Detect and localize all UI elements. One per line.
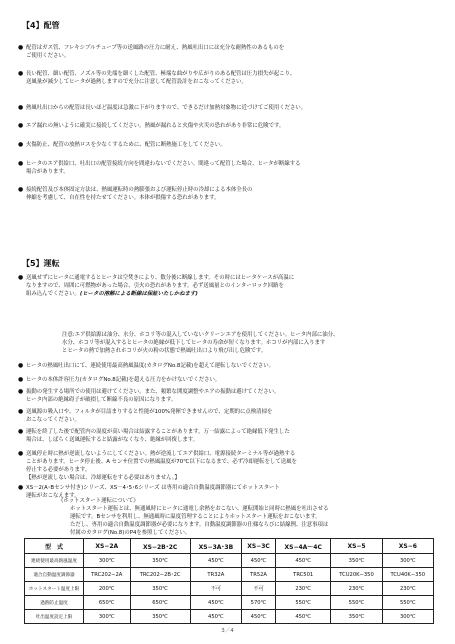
list-item-line: 運転を終了した後で配管内の湿度が高い場合は結露することがあります。万一結露によって絶縁低下発生した — [26, 429, 290, 435]
table-cell: 550℃ — [382, 596, 433, 610]
section-title-operation: 【5】運転 — [22, 259, 60, 268]
list-item — [18, 160, 431, 176]
table-header-cell: XS−2B･2C — [130, 539, 190, 554]
bullet-icon: ● — [18, 408, 24, 415]
list-item-line: 伸縮を考慮して、自在性を持たせてください。本体が損傷する恐れがあります。 — [26, 195, 220, 201]
list-item — [18, 428, 431, 444]
table-cell: 450℃ — [276, 554, 331, 568]
bullet-icon: ● — [18, 141, 24, 148]
table-cell: 230℃ — [276, 582, 331, 596]
table-cell: 350℃ — [331, 610, 382, 624]
list-item — [18, 141, 431, 149]
table-cell: 230℃ — [382, 582, 433, 596]
list-item — [18, 388, 431, 404]
bullet-icon: ● — [18, 160, 24, 167]
table-cell: TRC202−2A — [84, 568, 131, 582]
table-cell: 350℃ — [130, 582, 190, 596]
table-body — [25, 554, 434, 624]
list-item-line: ヒータ内部の絶縁碍子が破損して断線不良の原因になります。 — [26, 397, 177, 403]
list-item-line: ことがあります。ヒータ停止後、A センサ位置での熱風温度が70℃以下になるまで、必ず冷却運転をして送風を — [26, 459, 297, 465]
list-item — [18, 186, 431, 202]
list-item-line: 火傷防止、配管の放熱ロスを少なくするために、配管に断熱施工をしてください。 — [26, 142, 226, 148]
table-row — [25, 554, 434, 568]
list-item — [18, 122, 431, 130]
bullet-icon: ● — [18, 376, 24, 383]
list-item-line: 停止する必要があります。 — [26, 467, 91, 473]
hotstart-line: ただし、専用の適合自動温度調節器が必要になります。自動温度調節器の仕様ならびに結線例、注意事項は — [70, 522, 329, 528]
list-item — [18, 408, 431, 424]
bullet-icon: ● — [18, 484, 24, 491]
table-cell: 300℃ — [382, 554, 433, 568]
table-row — [25, 582, 434, 596]
warning-note: (ヒータの溶解による断線は保証いたしかねます) — [79, 291, 198, 297]
hotstart-line: 付属のカタログ(No.8)のP4を参照してください。 — [70, 530, 191, 536]
bullet-icon: ● — [18, 388, 24, 395]
table-cell: 650℃ — [130, 596, 190, 610]
bullet-icon: ● — [18, 70, 24, 77]
table-cell: 不可 — [242, 582, 276, 596]
table-cell: 450℃ — [190, 554, 241, 568]
table-cell: 450℃ — [190, 596, 241, 610]
table-cell: 450℃ — [242, 554, 276, 568]
table-header-cell: XS−3A･3B — [190, 539, 241, 554]
list-item-line: 送風量が減少してヒータが過熱しますので充分に注意して配管設計をおこなってください。 — [26, 79, 247, 85]
table-row-label: 適合自動温度調節器 — [25, 568, 84, 582]
list-item-line: 運転がおこなえます。 — [26, 493, 80, 499]
table-row-label: 過熱防止温度 — [25, 596, 84, 610]
list-item-line: ヒータの熱風吐出口にて、連続使用最高熱風温度(カタログNo.8記載)を超えて運転しないでください。 — [26, 363, 275, 369]
table-header-cell: 型 式 — [25, 539, 84, 554]
table-cell: 300℃ — [84, 554, 131, 568]
table-cell: 300℃ — [382, 610, 433, 624]
bullet-icon: ● — [18, 186, 24, 193]
table-header-cell: XS−2A — [84, 539, 131, 554]
table-cell: 300℃ — [84, 610, 131, 624]
table-cell: TR32A — [190, 568, 241, 582]
page-number: 3／4 — [221, 628, 234, 634]
list-item-line: 送風せずにヒータに通電するとヒータは空焚きにより、数分後に断線します。その時にはヒータケースが高温に — [26, 275, 295, 281]
table-cell: 350℃ — [130, 554, 190, 568]
table-cell: 450℃ — [276, 610, 331, 624]
table-cell: 不可 — [190, 582, 241, 596]
list-item — [18, 376, 431, 384]
table-row — [25, 596, 434, 610]
hotstart-line: 運転です。Bセンサを利用し、無通風時に温度管理することによりホットスタート運転をおこないます。 — [70, 514, 321, 520]
section-title-piping: 【4】配管 — [22, 21, 60, 30]
table-row-label: ホットスタート温度上限 — [25, 582, 84, 596]
table-cell: TCU20K−350 — [331, 568, 382, 582]
table-header-cell: XS−3C — [242, 539, 276, 554]
table-cell: 230℃ — [331, 582, 382, 596]
bullet-icon: ● — [18, 44, 24, 51]
table-cell: TRC202−2B･2C — [130, 568, 190, 582]
table-cell: 550℃ — [276, 596, 331, 610]
bullet-icon: ● — [18, 122, 24, 129]
table-row-label: 吐出温度設定上限 — [25, 610, 84, 624]
list-item-line: なりますので、周囲に可燃物があった場合、引火の恐れがあります。必ず送風量とのインターロック回路を — [26, 283, 284, 289]
list-item-line: 送風源の吸入口や、フィルタが目詰まりすると性能が100%発揮できませんので、定期的に点検清掃を — [26, 409, 273, 415]
table-cell: TCU40K−350 — [382, 568, 433, 582]
table-cell: 570℃ — [242, 596, 276, 610]
bullet-icon: ● — [18, 450, 24, 457]
bullet-icon: ● — [18, 362, 24, 369]
table-header-cell: XS−6 — [382, 539, 433, 554]
list-item-line: 【熱が逆流しない場合は、冷却運転をする必要はありません。】 — [26, 475, 180, 481]
supply-note — [62, 331, 434, 355]
table-row — [25, 610, 434, 624]
list-item-line: おこなってください。 — [26, 417, 80, 423]
table-cell: 450℃ — [190, 610, 241, 624]
table-cell: 350℃ — [130, 610, 190, 624]
list-item-line: 接続配管及び本体固定方法は、熱風運転時の熱膨張および運転停止時の冷却による本体全長の — [26, 187, 253, 193]
list-item — [18, 104, 431, 112]
bullet-icon: ● — [18, 104, 24, 111]
bullet-icon: ● — [18, 274, 24, 281]
table-header-cell: XS−5 — [331, 539, 382, 554]
note-line: 水分、ホコリ等が混入するとヒータの絶縁が低下してヒータの寿命が短くなります。ホコリが内部に入ります — [62, 340, 326, 346]
list-item — [18, 362, 431, 370]
list-item — [18, 274, 431, 298]
list-item-line: 熱風吐出口からの配管は長いほど温度は急激に下がりますので、できるだけ加熱対象物に近づけてご使用ください。 — [26, 105, 307, 111]
list-item-line: 場合があります。 — [26, 169, 69, 175]
table-header-cell: XS−4A〜4C — [276, 539, 331, 554]
list-item-line: ヒータの本体許容圧力(カタログNo.8記載)を超える圧力をかけないでください。 — [26, 377, 221, 383]
bullet-icon: ● — [18, 428, 24, 435]
list-item-line: 長い配管、細い配管、ノズル等の先端を細くした配管、極端な曲がりや広がりのある配管は圧力損失が起こり、 — [26, 71, 296, 77]
table-cell: 550℃ — [331, 596, 382, 610]
table-row-label: 連続使用最高熱風温度 — [25, 554, 84, 568]
list-item-line: ヒータのエア供給口、吐出口の配管接続方向を間違わないでください。間違って配管した場合、ヒータが断線する — [26, 161, 301, 167]
note-line: 注意:エア供給源は油分、水分、ホコリ等の混入していないクリーンエアを使用してください。ヒータ内部に油分、 — [62, 332, 339, 338]
hotstart-text — [70, 505, 434, 537]
table-cell: 450℃ — [242, 610, 276, 624]
table-cell: TR52A — [242, 568, 276, 582]
list-item — [18, 450, 431, 482]
list-item-line: ご使用ください。 — [26, 53, 70, 59]
list-item-line: エア漏れの無いように確実に接続してください。熱風が漏れると火傷や火災の恐れがあり非常に危険です。 — [26, 123, 285, 129]
list-item-line: 送風停止時に熱が逆流しないようにしてください。熱が逆流してエア供給口、電源接続ターミナル等が過熱する — [26, 451, 296, 457]
spec-table — [24, 538, 434, 624]
table-header-row — [25, 539, 434, 554]
note-line: とヒータの熱で加熱されホコリが火の粉の状態で熱風吐出口より飛び出し危険です。 — [62, 348, 267, 354]
table-cell: 350℃ — [331, 554, 382, 568]
table-cell: 650℃ — [84, 596, 131, 610]
table-row — [25, 568, 434, 582]
list-item-line: XS－2(A･Bセンサ付き)シリーズ、XS－4･5･6シリーズ は専用の適合自動温度調節器にてホットスタート — [26, 485, 280, 491]
list-item-line: 場合は、しばらく送風運転すると結露がなくなり、絶縁が回復します。 — [26, 437, 199, 443]
hotstart-heading: 《ホットスタート運転について》 — [58, 498, 139, 504]
list-item-line: 配管はガス管、フレキシブルチューブ等の送風路の圧力に耐え、熱風吐出口には充分な耐熱性のあるものを — [26, 45, 285, 51]
list-item-line: 組み込んでください。(ヒータの溶解による断線は保証いたしかねます) — [26, 291, 198, 297]
list-item-line: 振動の発生する場所での使用は避けてください。また、頻繁な開度調整やエアの振動は避けてください。 — [26, 389, 280, 395]
list-item — [18, 70, 431, 86]
hotstart-line: ホットスタート運転とは、無通風時にヒータに通電し余熱をおこない、運転開始と同時に熱風を吐出させる — [70, 506, 329, 512]
list-item — [18, 44, 431, 60]
table-cell: 200℃ — [84, 582, 131, 596]
table-cell: TRC501 — [276, 568, 331, 582]
